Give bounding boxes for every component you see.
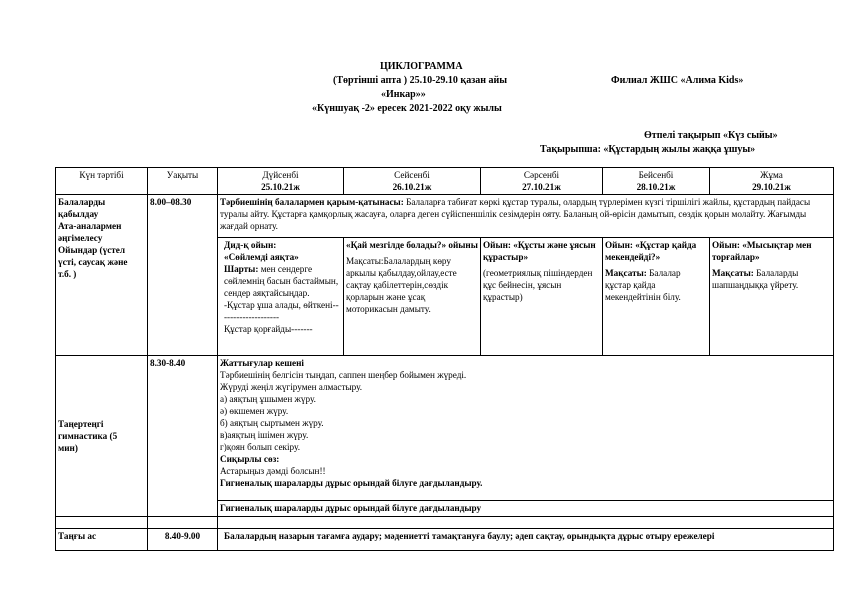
exercise-line: б) аяқтың сыртымен жүру. [220, 418, 324, 428]
exercises-cell [218, 356, 834, 501]
regime-line: Ата-аналармен [58, 221, 122, 231]
day-name: Сейсенбі [394, 170, 430, 180]
game-title: Ойын: «Құсты және ұясын құрастыр» [483, 240, 596, 262]
regime-line: әңгімелесу [58, 233, 103, 243]
exercise-line: в)аяқтың ішімен жүру. [220, 430, 309, 440]
game-title: Ойын: «Мысықтар мен торғайлар» [712, 240, 812, 262]
hygiene-cell: Гигиеналық шараларды дұрыс орындай білуге дағдыландыру [218, 501, 834, 517]
exercise-line: а) аяқтың ұшымен жүру. [220, 394, 316, 404]
day-date: 28.10.21ж [636, 182, 676, 192]
condition-label: Шарты: [224, 264, 259, 274]
hygiene-text: Гигиеналық шараларды дұрыс орындай білуге дағдыландыру. [220, 478, 483, 488]
game-text: (геометриялық пішіндерден құс бейнесін, ұясын құрастыр) [483, 268, 593, 302]
document-title: ЦИКЛОГРАММА [380, 61, 463, 72]
game-name: «Сөйлемді аяқта» [224, 252, 299, 262]
day-date: 29.10.21ж [752, 182, 791, 192]
col-day-tuesday [344, 168, 481, 195]
interaction-text: Балаларға табиғат көркі құстар туралы, олардың түрлерімен күзгі тіршілігі жайлы, құстардың пайдасы туралы айту. Құстарға қамқорлық жасауға, оларға деген сүйіспеншілік сезімдерін ояту. Баланың ой-өрісін дамытып, сөздік қорын молайту. Жағымды жағдай орнату. [220, 197, 811, 231]
regime-line: Балаларды [58, 197, 106, 207]
regime-line: қабылдау [58, 209, 99, 219]
class-name: «Инкар»» [381, 89, 426, 100]
reception-regime-cell [56, 195, 148, 356]
day-name: Дүйсенбі [262, 170, 299, 180]
header-row [56, 168, 834, 195]
goal-text: Балаларды шапшаңдыққа үйрету. [712, 268, 799, 290]
game-wednesday [481, 238, 603, 356]
empty-cell [56, 517, 148, 529]
condition-text: мен сендерге сөйлемнің басын бастаймын, сендер аяқтайсыңдар. [224, 264, 339, 298]
empty-cell [218, 517, 834, 529]
col-regime-header: Күн тәртібі [56, 168, 148, 195]
exercise-line: Тәрбиешінің белгісін тыңдап, саппен шеңбер бойымен жүреді. [220, 370, 467, 380]
regime-line: т.б. ) [58, 269, 77, 279]
gymnastics-time-cell: 8.30-8.40 [148, 356, 218, 517]
goal-label: Мақсаты: [712, 268, 754, 278]
reception-time-cell: 8.00–08.30 [148, 195, 218, 356]
regime-line: мин) [58, 443, 78, 453]
goal-text: Балалар құстар қайда мекендейтінін білу. [605, 268, 681, 302]
week-label: (Төртінші апта ) 25.10-29.10 қазан айы [333, 75, 508, 86]
breakfast-time-cell: 8.40-9.00 [148, 529, 218, 551]
col-day-monday [218, 168, 344, 195]
game-tuesday [344, 238, 481, 356]
game-title: «Қай мезгілде болады?» ойыны [346, 240, 478, 250]
game-friday [710, 238, 834, 356]
past-topic: Өтпелі тақырып «Күз сыйы» [644, 130, 778, 141]
magic-word-title: Сиқырлы сөз: [220, 454, 280, 464]
spacer-row [56, 517, 834, 529]
game-line: -Құстар ұша алады, өйткені-------------------- [224, 300, 339, 322]
gymnastics-regime-cell [56, 356, 148, 517]
interaction-title: Тәрбиешінің балалармен қарым-қатынасы: [220, 197, 404, 207]
goal-label: Мақсаты: [605, 268, 647, 278]
game-title: Дид-қ ойын: [224, 240, 277, 250]
gymnastics-row [56, 356, 834, 501]
regime-line: үсті, саусақ және [58, 257, 128, 267]
col-day-wednesday [481, 168, 603, 195]
game-monday [218, 238, 344, 356]
day-date: 26.10.21ж [392, 182, 432, 192]
empty-cell [148, 517, 218, 529]
magic-word-text: Астарыңыз дәмді болсын!! [220, 466, 326, 476]
exercise-line: ә) өкшемен жүру. [220, 406, 289, 416]
regime-line: гимнастика (5 [58, 431, 118, 441]
breakfast-row [56, 529, 834, 551]
exercises-title: Жаттығулар кешені [220, 358, 304, 368]
exercise-line: Жүруді жеңіл жүгірумен алмастыру. [220, 382, 363, 392]
regime-line: Ойындар (үстел [58, 245, 126, 255]
teacher-interaction-cell [218, 195, 834, 238]
game-line: Құстар қорғайды------- [224, 324, 313, 334]
regime-line: Таңертеңгі [58, 419, 104, 429]
game-thursday [603, 238, 710, 356]
game-title: Ойын: «Құстар қайда мекендейді?» [605, 240, 697, 262]
subtopic: Тақырыпша: «Құстардың жылы жаққа ұшуы» [540, 144, 756, 155]
branch-label: Филиал ЖШС «Алима Kids» [611, 75, 744, 86]
cyclogram-table [55, 167, 834, 551]
game-text: Мақсаты:Балалардың көру аркылы қабылдау,ойлау,есте сақтау қабілеттерін,сөздік қорларын және ұсақ моторикасын дамыту. [346, 256, 457, 314]
breakfast-text-cell: Балалардың назарын тағамға аудару; мәдениетті тамақтануға баулу; әдеп сақтау, орындықта дұрыс отыру ережелері [218, 529, 834, 551]
col-time-header: Уақыты [148, 168, 218, 195]
exercise-line: г)қоян болып секіру. [220, 442, 300, 452]
day-date: 25.10.21ж [261, 182, 300, 192]
breakfast-regime-cell: Таңғы ас [56, 529, 148, 551]
day-date: 27.10.21ж [522, 182, 561, 192]
day-name: Сәрсенбі [523, 170, 560, 180]
day-name: Жұма [760, 170, 783, 180]
col-day-friday [710, 168, 834, 195]
day-name: Бейсенбі [638, 170, 674, 180]
reception-row [56, 195, 834, 238]
group-label: «Күншуақ -2» ересек 2021-2022 оқу жылы [312, 103, 502, 114]
col-day-thursday [603, 168, 710, 195]
